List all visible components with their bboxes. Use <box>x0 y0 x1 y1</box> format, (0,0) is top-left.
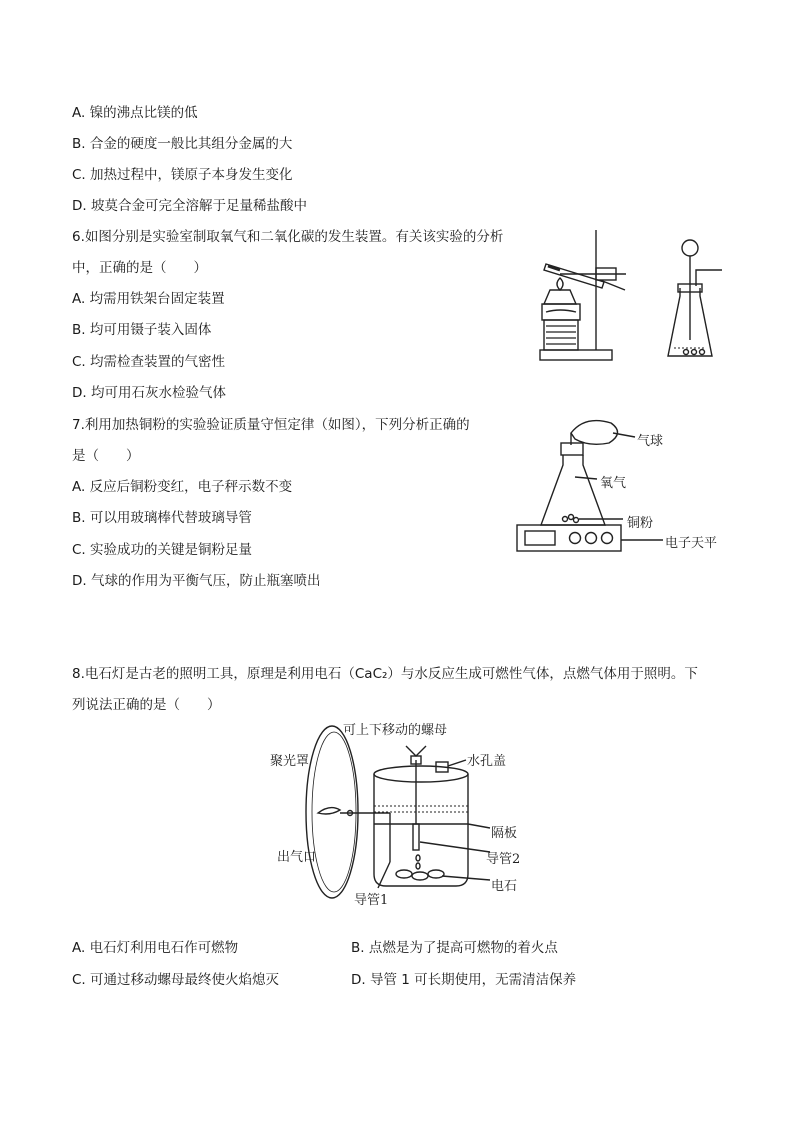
q5-option-c: C. 加热过程中，镁原子本身发生变化 <box>72 167 293 183</box>
q6-stem-line2: 中，正确的是（ ） <box>72 260 207 276</box>
q7-option-b: B. 可以用玻璃棒代替玻璃导管 <box>72 510 252 526</box>
q7-option-a: A. 反应后铜粉变红，电子秤示数不变 <box>72 479 293 495</box>
q6-option-c: C. 均需检查装置的气密性 <box>72 354 226 370</box>
q6-option-b: B. 均可用镊子装入固体 <box>72 322 212 338</box>
q6-stem-line1: 6.如图分别是实验室制取氧气和二氧化碳的发生装置。有关该实验的分析 <box>72 229 504 245</box>
q7-stem-line1: 7.利用加热铜粉的实验验证质量守恒定律（如图），下列分析正确的 <box>72 417 470 433</box>
q7-label-balance: 电子天平 <box>665 536 718 551</box>
q7-label-balloon: 气球 <box>637 434 664 449</box>
q8-label-reflector: 聚光罩 <box>270 754 310 769</box>
q8-option-b: B. 点燃是为了提高可燃物的着火点 <box>351 940 558 956</box>
q5-option-b: B. 合金的硬度一般比其组分金属的大 <box>72 136 293 152</box>
q8-label-nut: 可上下移动的螺母 <box>343 723 448 738</box>
q7-label-copper: 铜粉 <box>627 516 654 531</box>
q8-label-tube1: 导管1 <box>354 893 389 908</box>
q5-option-d: D. 坡莫合金可完全溶解于足量稀盐酸中 <box>72 198 307 214</box>
q7-stem-line2: 是（ ） <box>72 448 140 464</box>
q7-option-d: D. 气球的作用为平衡气压，防止瓶塞喷出 <box>72 573 321 589</box>
q8-label-partition: 隔板 <box>491 826 518 841</box>
q7-label-oxygen: 氧气 <box>600 476 627 491</box>
q8-option-a: A. 电石灯利用电石作可燃物 <box>72 940 239 956</box>
q5-option-a: A. 镍的沸点比镁的低 <box>72 105 198 121</box>
q8-label-water-cap: 水孔盖 <box>467 754 507 769</box>
q8-label-outlet: 出气口 <box>277 850 317 865</box>
q8-stem-line2: 列说法正确的是（ ） <box>72 697 221 713</box>
q7-option-c: C. 实验成功的关键是铜粉足量 <box>72 542 253 558</box>
q6-option-a: A. 均需用铁架台固定装置 <box>72 291 225 307</box>
q8-option-d: D. 导管 1 可长期使用，无需清洁保养 <box>351 972 577 988</box>
q8-carbide-lamp-figure <box>270 712 530 902</box>
q8-stem-line1: 8.电石灯是古老的照明工具，原理是利用电石（CaC₂）与水反应生成可燃性气体，点燃气体用于照明。下 <box>72 666 698 682</box>
q8-label-tube2: 导管2 <box>486 852 521 867</box>
q8-label-carbide: 电石 <box>491 879 518 894</box>
q6-apparatus-figure <box>530 228 730 368</box>
q6-option-d: D. 均可用石灰水检验气体 <box>72 385 226 401</box>
q8-option-c: C. 可通过移动螺母最终使火焰熄灭 <box>72 972 280 988</box>
